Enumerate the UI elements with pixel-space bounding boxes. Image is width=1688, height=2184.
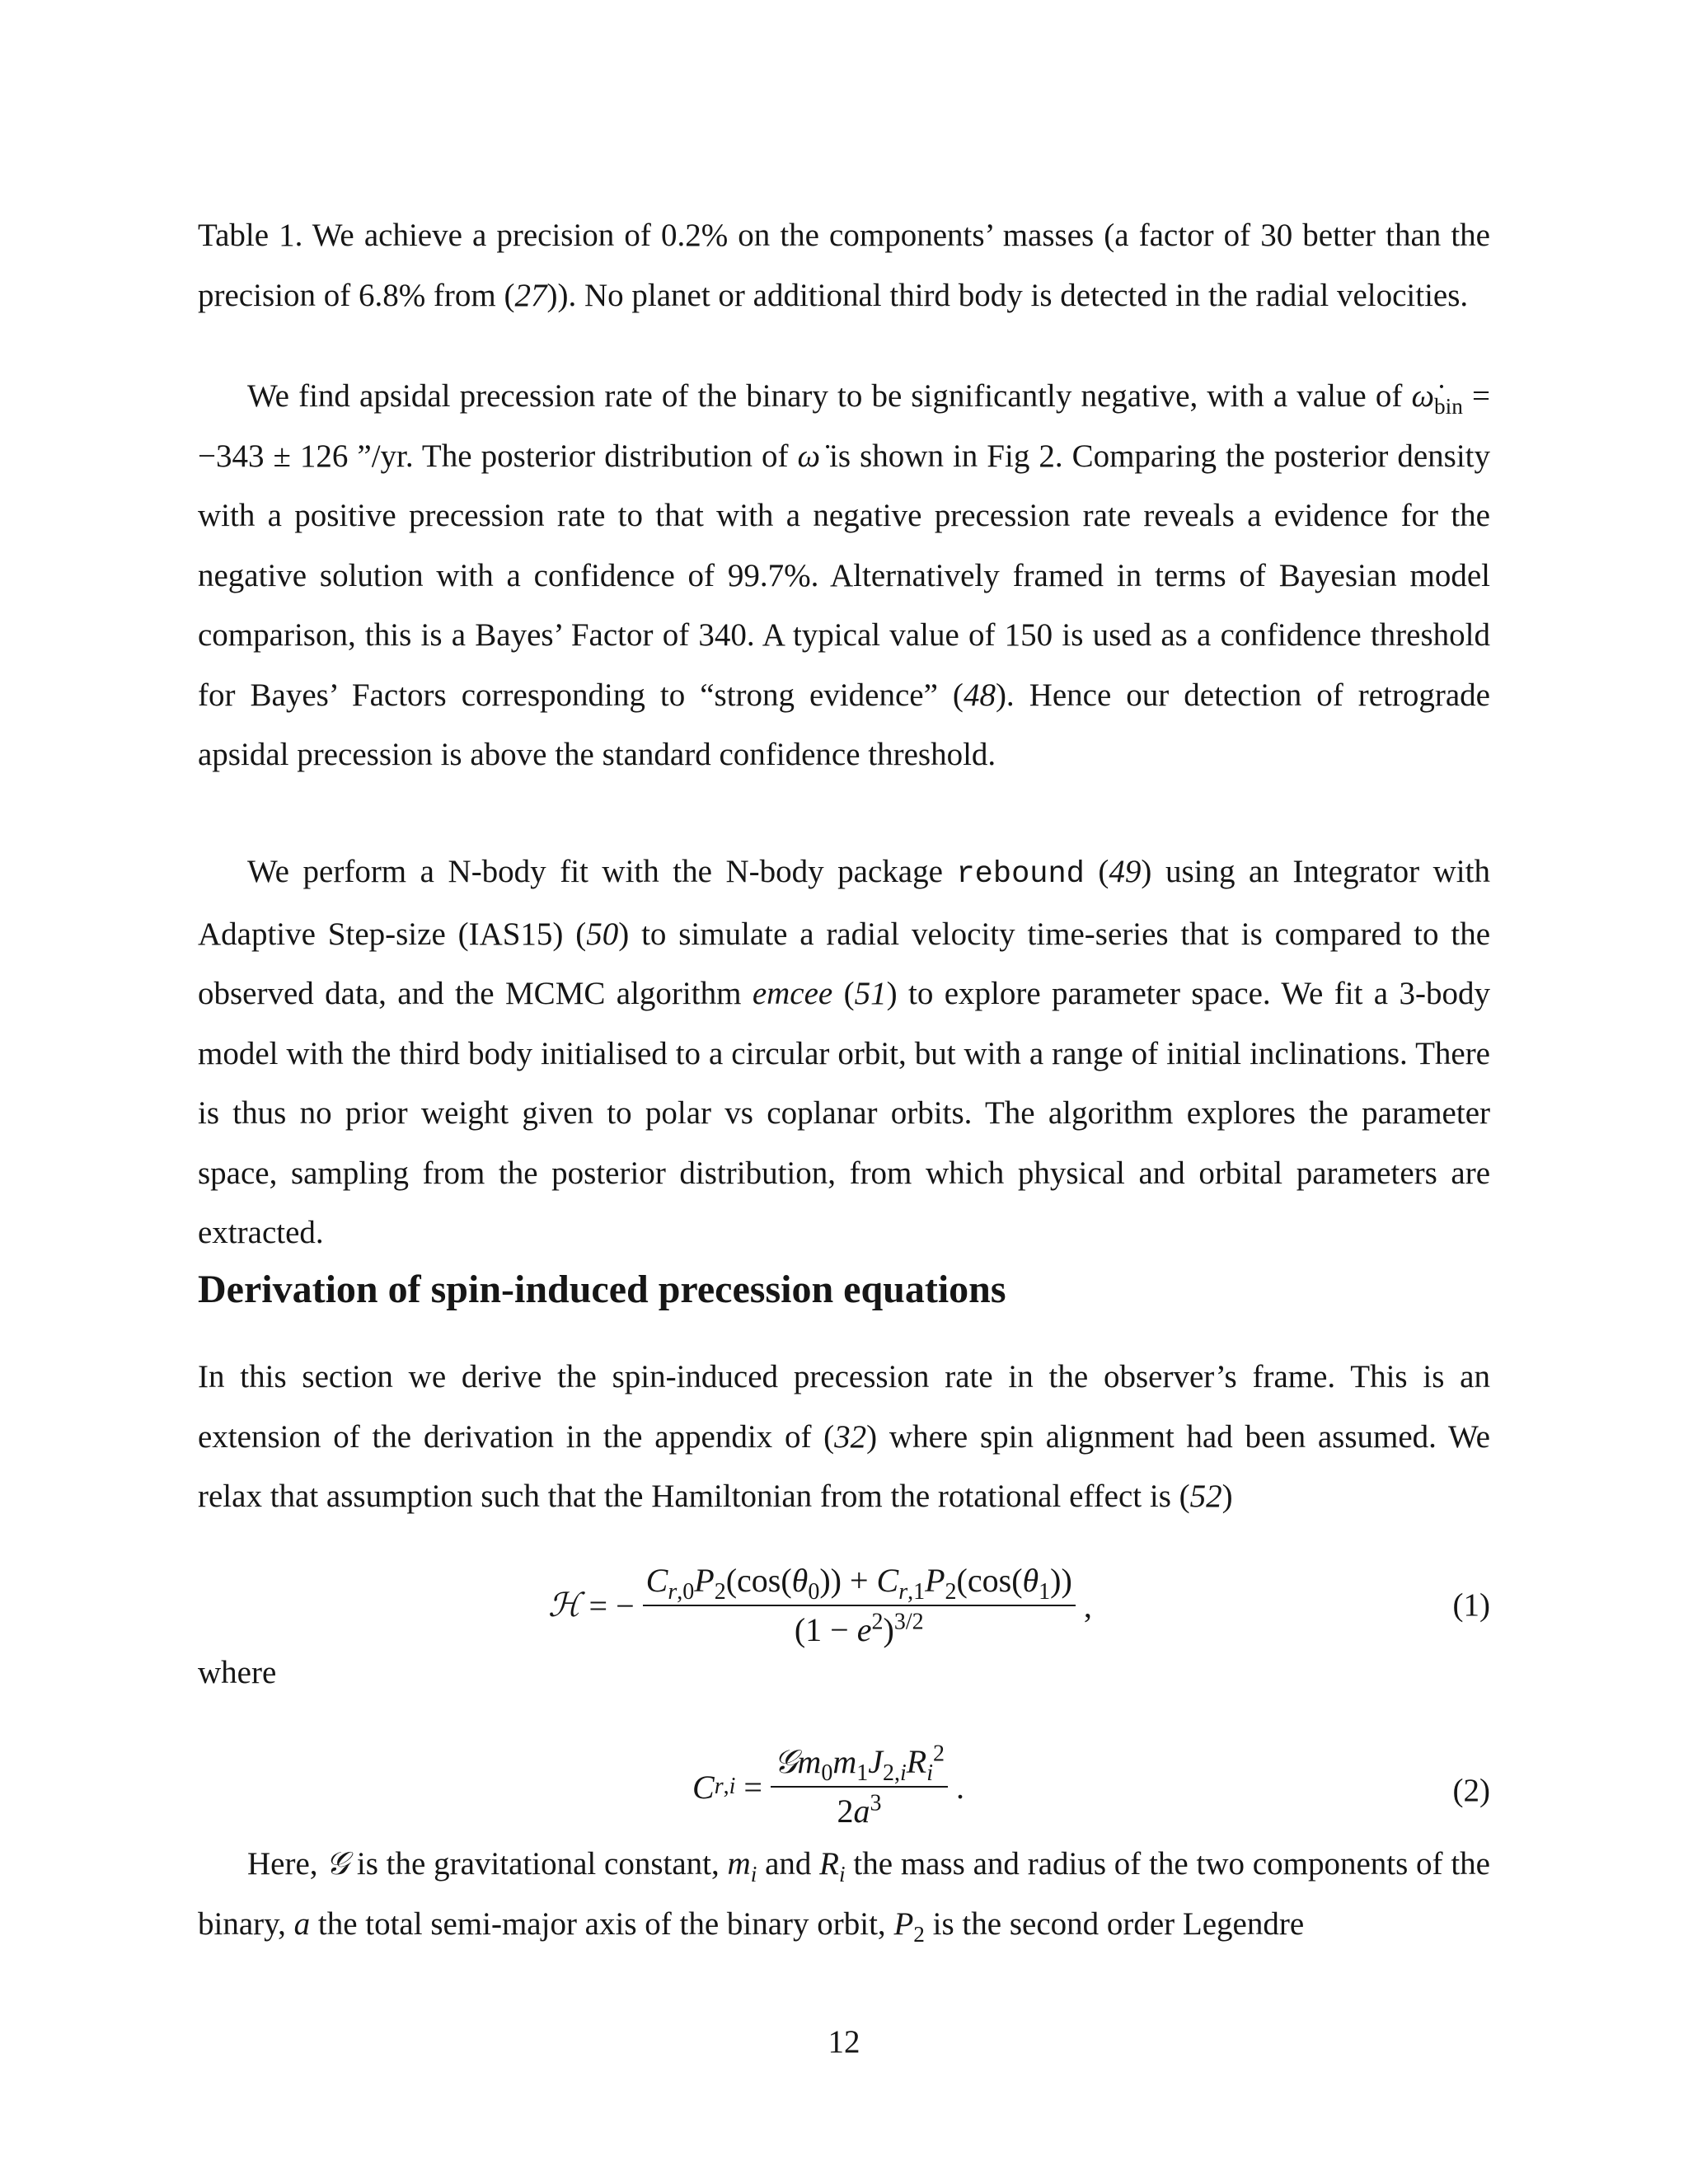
emcee-name: emcee	[752, 976, 833, 1011]
citation: 50	[586, 916, 619, 952]
equation-2-body: C r,i = $\frac{𝒢m_0m_1J_{2,i}R_i^2}{2a^3}$ .	[692, 1741, 964, 1830]
text: Here,	[247, 1846, 326, 1882]
text: We perform a N-body fit with the N-body package	[247, 854, 957, 889]
citation: 49	[1109, 854, 1142, 889]
text: (	[832, 976, 855, 1011]
citation: 27	[514, 277, 547, 313]
section-heading: Derivation of spin-induced precession equations	[198, 1268, 1006, 1311]
text: (	[1084, 854, 1109, 889]
text: We find apsidal precession rate of the binary to be significantly negative, with a value of	[247, 378, 1412, 414]
text: ) where spin alignment had been assumed. We relax that assumption such that the Hamiltonian from the rotational effect is (	[198, 1418, 1490, 1514]
text: ) using an Integrator with Adaptive Step-size (IAS15) (	[198, 854, 1490, 952]
code-rebound: rebound	[956, 857, 1085, 892]
text: )). No planet or additional third body is detected in the radial velocities.	[546, 277, 1469, 313]
equation-number: (1)	[1452, 1587, 1490, 1623]
text: )	[1221, 1479, 1233, 1514]
paragraph-here-definitions: Here, 𝒢 is the gravitational constant, $m_i$ and $R_i$ the mass and radius of the two components of the binary, a the total semi-major axis of the binary orbit, $P_2$ is the second order Legendre	[198, 1845, 1490, 1947]
citation: 48	[963, 677, 996, 713]
text: ) to explore parameter space. We fit a 3-body model with the third body initialised to a circular orbit, but with a range of initial inclinations. There is thus no prior weight given to polar vs coplanar orbits. The algorithm explores the parameter space, sampling from the posterior distribution, from which physical and orbital parameters are extracted.	[198, 976, 1490, 1250]
citation: 52	[1189, 1479, 1222, 1514]
omega-subscript: bin	[1434, 393, 1463, 419]
equation-2	[198, 1743, 1490, 1834]
text: is shown in Fig 2. Comparing the posterior density with a positive precession rate to that with a negative precession rate reveals a evidence for the negative solution with a confidence of 99.7%. Alternatively framed in terms of Bayesian model comparison, this is a Bayes’ Factor of 340. A typical value of 150 is used as a confidence threshold for Bayes’ Factors corresponding to “strong evidence” (	[198, 438, 1490, 713]
text: ) to simulate a radial velocity time-series that is compared to the observed data, and the MCMC algorithm	[198, 916, 1490, 1011]
text: is the second order Legendre	[924, 1905, 1305, 1942]
citation: 51	[854, 976, 887, 1011]
page-number: 12	[828, 2024, 860, 2060]
omega-dot-symbol: ω̇	[1411, 378, 1434, 414]
omega-dot-symbol: ω̇	[797, 438, 821, 474]
equation-1-body: ℋ = − $\frac{C_{r,0}P_2(\cos(\theta_0)) + C_{r,1}P_2(\cos(\theta_1))}{(1 - e^2)^{3/2}}$ ,	[548, 1562, 1092, 1648]
text: ). Hence our detection of retrograde apsidal precession is above the standard confidence threshold.	[198, 677, 1490, 772]
paragraph-apsidal-precession	[198, 367, 1490, 785]
text: Table 1. We achieve a precision of 0.2% on the components’ masses (a factor of 30 better than the precision of 6.8% from (	[198, 218, 1490, 313]
paragraph-table-precision	[198, 206, 1490, 326]
text: is the gravitational constant,	[349, 1846, 728, 1882]
where-text: where	[198, 1655, 277, 1690]
equation-1	[198, 1562, 1490, 1652]
text: = −343 ± 126 ”/yr. The posterior distribution of	[198, 378, 1490, 474]
equation-number: (2)	[1452, 1773, 1490, 1808]
text: the total semi-major axis of the binary orbit,	[310, 1905, 894, 1942]
text: and	[757, 1846, 820, 1882]
text: In this section we derive the spin-induced precession rate in the observer’s frame. This is an extension of the derivation in the appendix of (	[198, 1359, 1490, 1455]
text: the mass and radius of the two components of the binary,	[198, 1846, 1490, 1942]
paragraph-derivation-intro	[198, 1347, 1490, 1527]
citation: 32	[834, 1418, 867, 1455]
paragraph-nbody-fit	[198, 842, 1490, 1263]
